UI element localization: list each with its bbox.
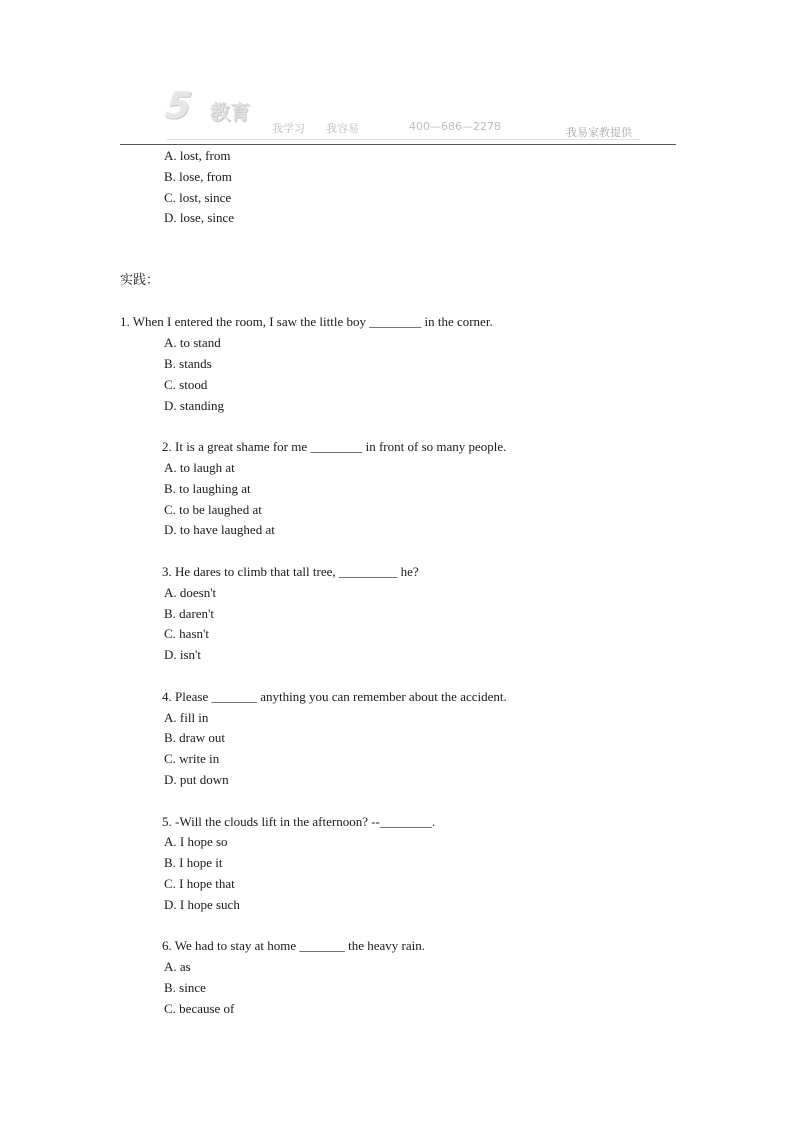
option-d: D. I hope such: [164, 897, 240, 912]
option-d: D. put down: [164, 772, 229, 787]
option-b: B. draw out: [164, 730, 226, 745]
option-a: A. doesn't: [164, 585, 217, 600]
page-header: [0, 0, 794, 150]
header-divider: [120, 144, 676, 145]
option-b: B. stands: [164, 356, 212, 371]
option-a: A. as: [164, 959, 191, 974]
question-stem: 1. When I entered the room, I saw the little boy ________ in the corner.: [120, 314, 493, 329]
option-c: C. hasn't: [164, 626, 209, 641]
option-c: C. write in: [164, 751, 220, 766]
option-d: D. lose, since: [164, 210, 235, 225]
watermark-logo: 5: [163, 86, 192, 127]
question-stem: 6. We had to stay at home _______ the heavy rain.: [162, 938, 425, 953]
section-title: 实践：: [120, 273, 160, 288]
header-tagline-1: 我学习: [272, 122, 305, 135]
question-stem: 5. -Will the clouds lift in the afternoon? --________.: [162, 814, 436, 829]
header-divider-faint: [166, 139, 640, 140]
option-a: A. to laugh at: [164, 460, 235, 475]
option-c: C. because of: [164, 1001, 235, 1016]
option-c: C. to be laughed at: [164, 502, 262, 517]
header-provider: 我易家教提供: [566, 126, 632, 139]
option-b: B. lose, from: [164, 169, 232, 184]
option-c: C. I hope that: [164, 876, 235, 891]
option-d: D. isn't: [164, 647, 202, 662]
option-b: B. to laughing at: [164, 481, 251, 496]
option-a: A. lost, from: [164, 148, 231, 163]
option-a: A. I hope so: [164, 834, 228, 849]
option-c: C. lost, since: [164, 190, 232, 205]
option-d: D. to have laughed at: [164, 522, 275, 537]
option-c: C. stood: [164, 377, 208, 392]
option-a: A. to stand: [164, 335, 221, 350]
option-d: D. standing: [164, 398, 224, 413]
question-stem: 3. He dares to climb that tall tree, _________ he?: [162, 564, 419, 579]
header-tagline-2: 我容易: [326, 122, 359, 135]
option-a: A. fill in: [164, 710, 209, 725]
option-b: B. since: [164, 980, 206, 995]
header-phone: 400—686—2278: [409, 120, 501, 133]
watermark-logo-text: 教育: [210, 100, 250, 124]
option-b: B. I hope it: [164, 855, 223, 870]
option-b: B. daren't: [164, 606, 214, 621]
question-stem: 2. It is a great shame for me ________ in front of so many people.: [162, 439, 507, 454]
question-stem: 4. Please _______ anything you can remember about the accident.: [162, 689, 507, 704]
